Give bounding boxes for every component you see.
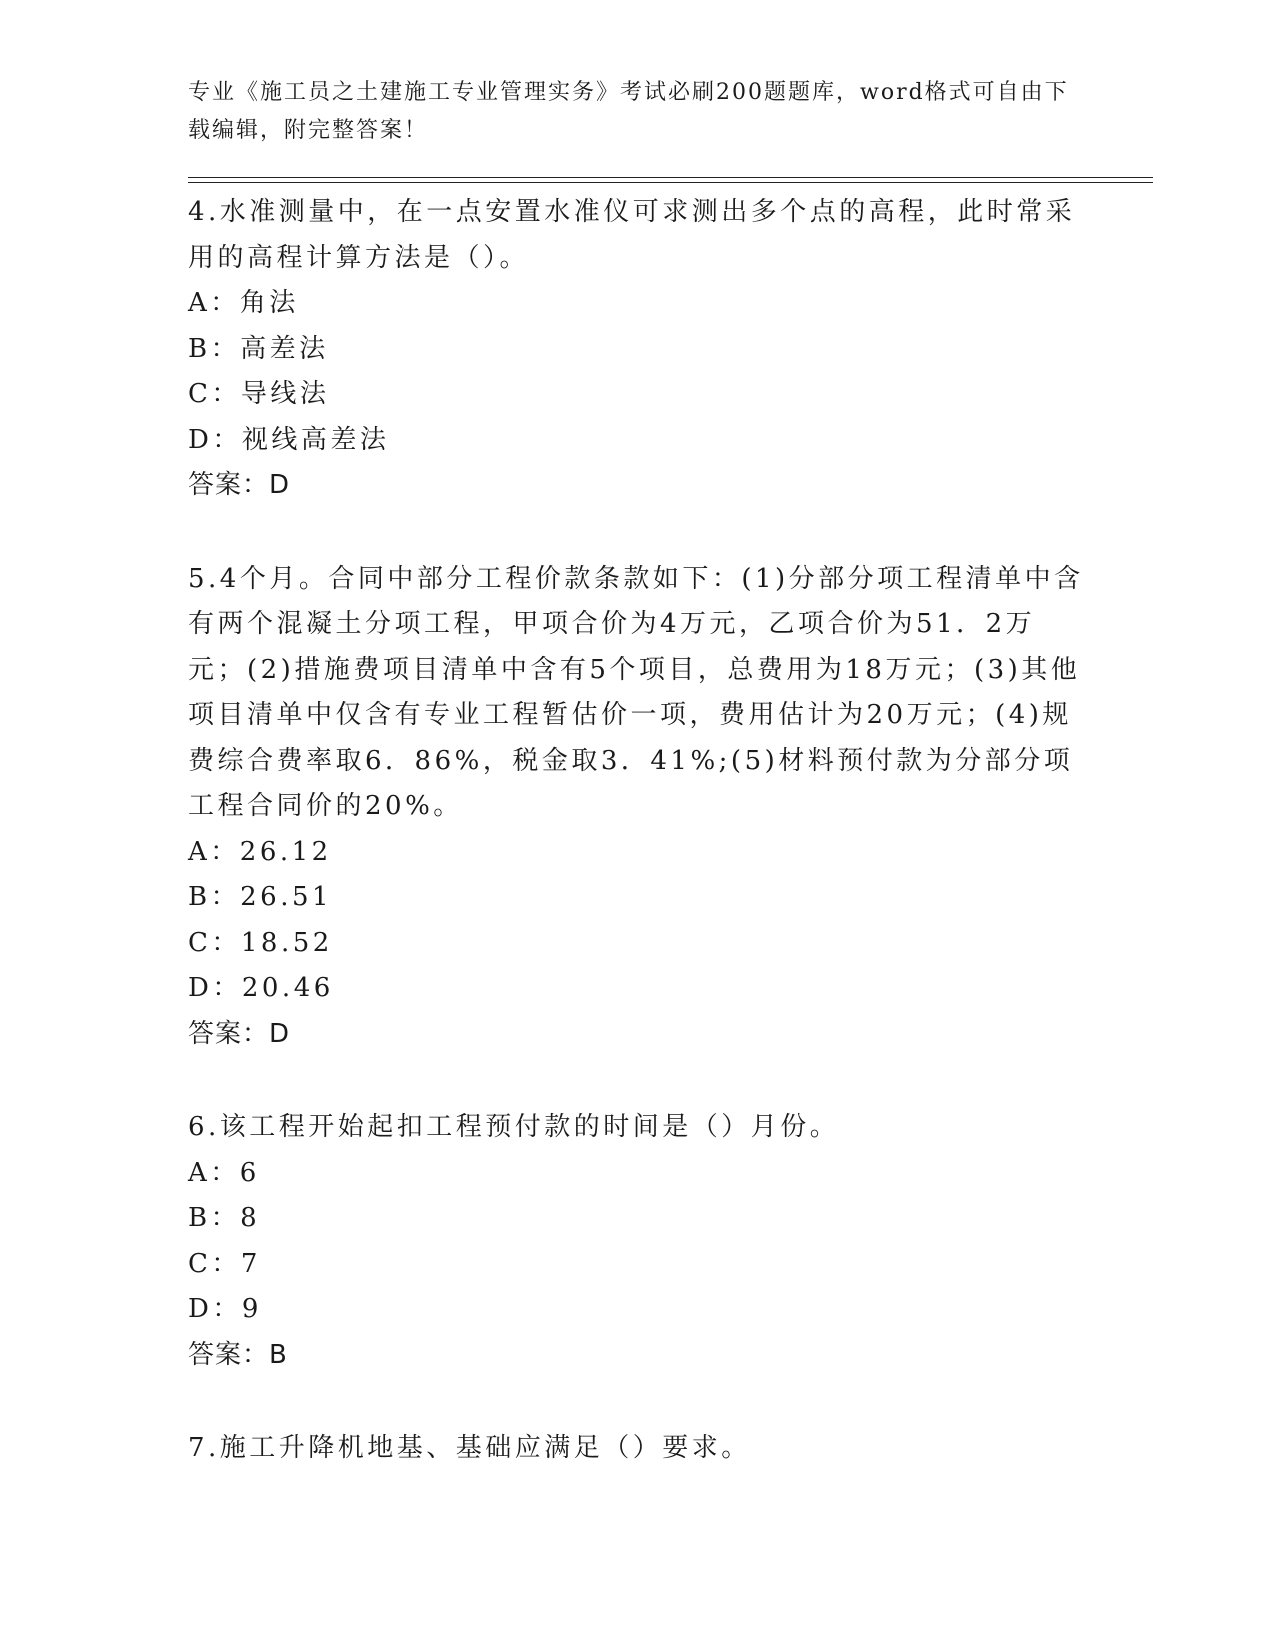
option-d: D：20.46: [188, 973, 334, 1003]
option-b: B：26.51: [188, 882, 333, 912]
question-stem: 6.该工程开始起扣工程预付款的时间是（）月份。: [188, 1112, 840, 1142]
option-c: C：7: [188, 1248, 261, 1279]
option-d: D：9: [188, 1294, 262, 1324]
option-c: C：18.52: [188, 927, 333, 958]
question-stem: 5.4个月。合同中部分工程价款条款如下：(1)分部分项工程清单中含有两个混凝土分项工程，甲项合价为4万元，乙项合价为51．2万元；(2)措施费项目清单中含有5个项目，总费用为18万元；(3)其他项目清单中仅含有专业工程暂估价一项，费用估计为20万元；(4)规费综合费率取6．86%，税金取3．41%;(5)材料预付款为分部分项工程合同价的20%。: [188, 563, 1084, 821]
question-7: [188, 1426, 1088, 1472]
option-c: C：导线法: [188, 379, 330, 409]
option-a: A：6: [188, 1157, 260, 1188]
question-list: [188, 190, 1088, 1520]
question-stem: 7.施工升降机地基、基础应满足（）要求。: [188, 1433, 751, 1463]
option-d: D：视线高差法: [188, 424, 390, 455]
question-stem: 4.水准测量中，在一点安置水准仪可求测出多个点的高程，此时常采用的高程计算方法是（）。: [188, 197, 1076, 273]
answer-line: 答案：D: [188, 470, 291, 500]
header-rule-bottom: [188, 182, 1153, 183]
answer-line: 答案：D: [188, 1018, 291, 1049]
question-4: [188, 190, 1088, 509]
document-header: 专业《施工员之土建施工专业管理实务》考试必刷200题题库，word格式可自由下载编辑，附完整答案！: [188, 80, 1069, 143]
option-a: A：角法: [188, 288, 299, 318]
question-6: [188, 1105, 1088, 1378]
question-5: [188, 557, 1088, 1058]
answer-line: 答案：B: [188, 1339, 288, 1370]
option-b: B：8: [188, 1203, 261, 1233]
option-a: A：26.12: [188, 836, 332, 867]
option-b: B：高差法: [188, 333, 329, 364]
header-rule-top: [188, 177, 1153, 178]
